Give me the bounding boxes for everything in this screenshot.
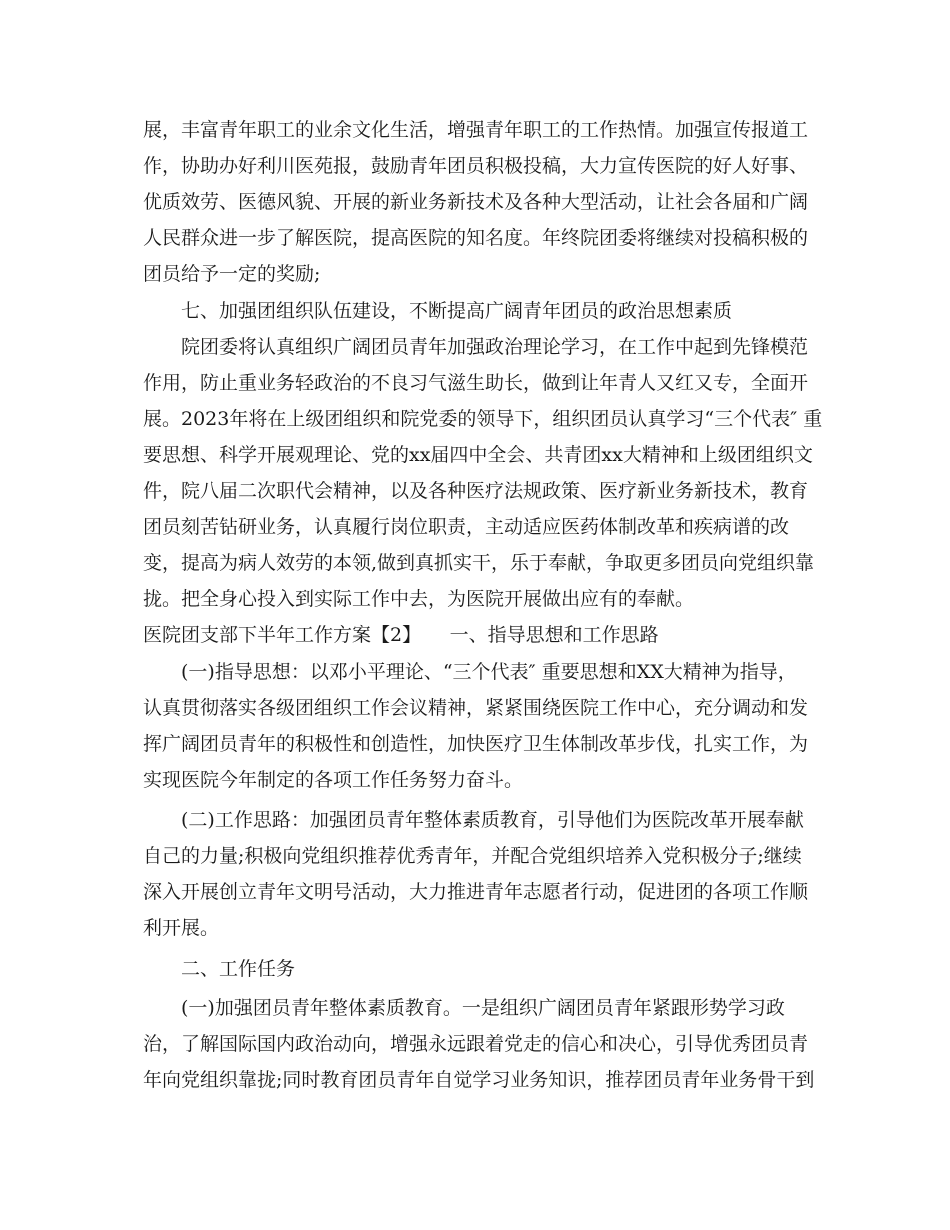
document-title-line: 医院团支部下半年工作方案【2】 一、指导思想和工作思路 [143, 624, 659, 646]
text-line: 利开展。 [143, 917, 220, 939]
text-line: (二)工作思路：加强团员青年整体素质教育，引导他们为医院改革开展奉献 [181, 809, 804, 831]
text-line: 深入开展创立青年文明号活动，大力推进青年志愿者行动，促进团的各项工作顺 [143, 881, 809, 903]
text-line: 优质效劳、医德风貌、开展的新业务新技术及各种大型活动，让社会各届和广阔 [143, 191, 809, 213]
text-line: (一)加强团员青年整体素质教育。一是组织广阔团员青年紧跟形势学习政 [181, 997, 785, 1019]
text-line: 要思想、科学开展观理论、党的xx届四中全会、共青团xx大精神和上级团组织文 [143, 444, 813, 466]
text-line: 拢。把全身心投入到实际工作中去，为医院开展做出应有的奉献。 [143, 588, 695, 610]
text-line: 院团委将认真组织广阔团员青年加强政治理论学习，在工作中起到先锋模范 [181, 336, 809, 358]
text-line: 变，提高为病人效劳的本领,做到真抓实干，乐于奉献，争取更多团员向党组织靠 [143, 552, 815, 574]
text-line: 年向党组织靠拢;同时教育团员青年自觉学习业务知识，推荐团员青年业务骨干到 [143, 1069, 815, 1091]
text-line: 团员刻苦钻研业务，认真履行岗位职责，主动适应医药体制改革和疾病谱的改 [143, 516, 790, 538]
text-line: 作用，防止重业务轻政治的不良习气滋生助长，做到让年青人又红又专，全面开 [143, 372, 809, 394]
text-line: 治，了解国际国内政治动向，增强永远跟着党走的信心和决心，引导优秀团员青 [143, 1033, 809, 1055]
text-line: 展。2023年将在上级团组织和院党委的领导下，组织团员认真学习“三个代表″ 重 [143, 408, 823, 430]
text-line: 件，院八届二次职代会精神，以及各种医疗法规政策、医疗新业务新技术，教育 [143, 480, 809, 502]
section-heading: 七、加强团组织队伍建设，不断提高广阔青年团员的政治思想素质 [181, 300, 733, 322]
text-line: (一)指导思想：以邓小平理论、“三个代表″ 重要思想和XX大精神为指导， [181, 661, 797, 683]
text-line: 挥广阔团员青年的积极性和创造性，加快医疗卫生体制改革步伐，扎实工作，为 [143, 733, 809, 755]
text-line: 自己的力量;积极向党组织推荐优秀青年，并配合党组织培养入党积极分子;继续 [143, 845, 802, 867]
text-line: 展，丰富青年职工的业余文化生活，增强青年职工的工作热情。加强宣传报道工 [143, 119, 809, 141]
text-line: 认真贯彻落实各级团组织工作会议精神，紧紧围绕医院工作中心，充分调动和发 [143, 697, 809, 719]
text-line: 实现医院今年制定的各项工作任务努力奋斗。 [143, 769, 524, 791]
section-heading: 二、工作任务 [181, 958, 296, 980]
text-line: 人民群众进一步了解医院，提高医院的知名度。年终院团委将继续对投稿积极的 [143, 227, 809, 249]
text-line: 作，协助办好利川医苑报，鼓励青年团员积极投稿，大力宣传医院的好人好事、 [143, 155, 809, 177]
text-line: 团员给予一定的奖励; [143, 263, 321, 285]
